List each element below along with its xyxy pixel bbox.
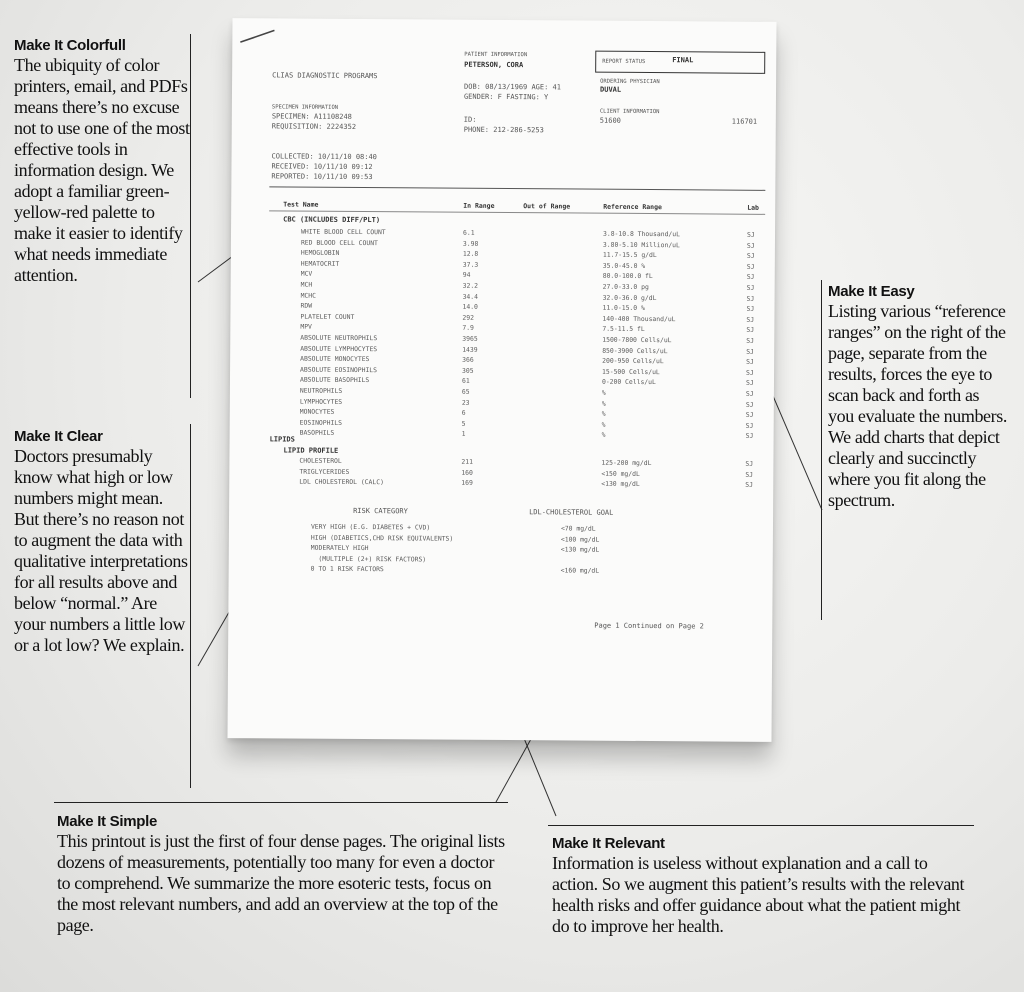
column-out-of-range: Out of Range — [523, 202, 571, 211]
cbc-result-cell: LYMPHOCYTES — [299, 397, 343, 406]
cbc-result-cell: 12.8 — [462, 249, 479, 259]
cbc-result-cell: 5 — [461, 419, 466, 428]
cbc-result-cell: MONOCYTES — [299, 407, 335, 416]
lipid-result-cell: TRIGLYCERIDES — [299, 467, 350, 476]
collected-time: COLLECTED: 10/11/10 08:40 — [271, 152, 377, 162]
cbc-result-cell: 7.5-11.5 fL — [602, 325, 645, 334]
cbc-result-cell: 65 — [461, 387, 470, 396]
cbc-result-cell: RDW — [300, 301, 313, 310]
lipid-result-cell: <130 mg/dL — [601, 479, 640, 489]
received-time: RECEIVED: 10/11/10 09:12 — [271, 162, 373, 172]
annotation-simple — [57, 813, 509, 936]
specimen-info-label: SPECIMEN INFORMATION — [271, 104, 339, 111]
cbc-result-cell: WHITE BLOOD CELL COUNT — [301, 227, 386, 237]
cbc-result-cell: SJ — [745, 400, 754, 409]
cbc-result-cell: SJ — [746, 273, 755, 282]
cbc-result-cell: SJ — [746, 283, 755, 292]
annotation-clear-title: Make It Clear — [14, 428, 103, 445]
cbc-result-cell: EOSINOPHILS — [299, 418, 343, 427]
specimen-number: SPECIMEN: A11108248 — [271, 112, 352, 121]
cbc-result-cell: 200-950 Cells/uL — [602, 356, 664, 366]
report-status-label: REPORT STATUS — [602, 58, 646, 65]
risk-category-cell: VERY HIGH (E.G. DIABETES + CVD) — [310, 522, 431, 532]
cbc-result-cell: SJ — [746, 347, 754, 356]
column-lab: Lab — [747, 203, 759, 212]
cbc-result-cell: 32.2 — [462, 281, 479, 290]
annotation-easy — [828, 283, 1008, 511]
lipid-result-cell: 211 — [461, 457, 474, 466]
cbc-result-cell: 14.0 — [462, 302, 478, 311]
cbc-result-cell: SJ — [746, 304, 755, 313]
cbc-result-cell: SJ — [745, 379, 754, 388]
cbc-result-cell: SJ — [746, 315, 755, 324]
cbc-result-cell: ABSOLUTE EOSINOPHILS — [300, 365, 378, 374]
ldl-goal-header: LDL-CHOLESTEROL GOAL — [529, 508, 614, 517]
cbc-result-cell: SJ — [746, 241, 755, 250]
cbc-result-cell: PLATELET COUNT — [300, 312, 355, 321]
annotation-easy-body: Listing various “reference ranges” on the right of the page, separate from the results, forces the eye to scan back and forth as you evaluate the numbers. We add charts that depict clearly and succinctly where you fit along the spectrum. — [828, 301, 1007, 510]
patient-id: ID: — [463, 115, 477, 124]
lipid-result-cell: 169 — [461, 478, 473, 487]
cbc-result-cell: 32.0-36.0 g/dL — [602, 293, 657, 302]
cbc-result-cell: MCV — [300, 269, 313, 279]
annotation-easy-rule — [821, 280, 822, 620]
cbc-result-cell: 3.98 — [462, 239, 479, 248]
cbc-result-cell: % — [601, 430, 606, 440]
pen-mark — [234, 20, 284, 50]
annotation-relevant — [552, 835, 972, 937]
cbc-result-cell: SJ — [746, 262, 755, 271]
cbc-result-cell: 1439 — [462, 345, 478, 354]
cbc-result-cell: 61 — [461, 377, 470, 386]
lab-report-printout — [227, 18, 776, 742]
patient-info-label: PATIENT INFORMATION — [464, 51, 528, 59]
annotation-clear — [14, 428, 190, 656]
cbc-result-cell: SJ — [746, 336, 755, 345]
page-footer: Page 1 Continued on Page 2 — [594, 621, 704, 631]
annotation-relevant-title: Make It Relevant — [552, 835, 665, 852]
risk-category-cell: (MULTIPLE (2+) RISK FACTORS) — [310, 554, 427, 564]
annotation-colorfull — [14, 37, 190, 286]
reported-time: REPORTED: 10/11/10 09:53 — [271, 172, 373, 182]
risk-category-cell: <130 mg/dL — [560, 545, 600, 554]
cbc-result-cell: 3965 — [462, 334, 478, 343]
report-status: FINAL — [672, 56, 694, 65]
risk-category-header: RISK CATEGORY — [353, 506, 408, 516]
cbc-result-cell: 34.4 — [462, 292, 479, 301]
cbc-result-cell: 27.0-33.0 pg — [602, 282, 649, 291]
lipid-result-cell: SJ — [745, 470, 754, 479]
cbc-result-cell: 3.80-5.10 Million/uL — [602, 240, 680, 249]
cbc-result-cell: 80.0-100.0 fL — [602, 272, 653, 281]
client-id: 51600 — [599, 116, 621, 125]
header-rule — [269, 186, 765, 190]
cbc-result-cell: SJ — [745, 421, 754, 430]
column-in-range: In Range — [463, 201, 495, 210]
cbc-result-cell: SJ — [745, 410, 754, 419]
cbc-result-cell: ABSOLUTE NEUTROPHILS — [300, 333, 378, 343]
lab-name: CLIAS DIAGNOSTIC PROGRAMS — [272, 71, 378, 81]
cbc-result-cell: 7.9 — [462, 324, 474, 333]
cbc-result-cell: 3.8-10.8 Thousand/uL — [602, 229, 681, 239]
cbc-result-cell: SJ — [746, 294, 755, 303]
annotation-easy-title: Make It Easy — [828, 283, 915, 300]
cbc-result-cell: SJ — [746, 230, 755, 239]
cbc-result-cell: 1500-7800 Cells/uL — [602, 335, 672, 345]
cbc-result-cell: 15-500 Cells/uL — [602, 367, 660, 376]
cbc-result-cell: 35.0-45.0 % — [602, 261, 646, 270]
cbc-result-cell: % — [601, 420, 606, 429]
cbc-result-cell: SJ — [746, 357, 754, 366]
annotation-relevant-rule — [548, 825, 974, 826]
patient-gender: GENDER: F FASTING: Y — [463, 92, 549, 102]
cbc-result-cell: MPV — [300, 322, 312, 332]
column-reference-range: Reference Range — [603, 202, 662, 212]
ordering-physician-label: ORDERING PHYSICIAN — [600, 78, 660, 86]
cbc-result-cell: 292 — [462, 313, 475, 322]
lipid-result-cell: 125-200 mg/dL — [601, 458, 652, 468]
lipids-section-title: LIPIDS — [269, 435, 295, 444]
cbc-result-cell: HEMOGLOBIN — [300, 248, 340, 258]
cbc-result-cell: MCHC — [300, 291, 317, 300]
cbc-result-cell: 366 — [462, 355, 474, 364]
risk-category-cell: <100 mg/dL — [560, 535, 600, 544]
cbc-result-cell: 37.3 — [462, 260, 479, 269]
annotation-simple-title: Make It Simple — [57, 813, 158, 830]
lipid-result-cell: SJ — [745, 459, 754, 468]
cbc-result-cell: % — [601, 399, 606, 408]
cbc-result-cell: MCH — [300, 280, 313, 289]
lipid-result-cell: <150 mg/dL — [601, 469, 640, 478]
cbc-result-cell: ABSOLUTE LYMPHOCYTES — [300, 344, 378, 353]
cbc-result-cell: ABSOLUTE MONOCYTES — [300, 354, 370, 364]
requisition-number: REQUISITION: 2224352 — [271, 122, 357, 131]
cbc-result-cell: HEMATOCRIT — [300, 259, 340, 268]
cbc-result-cell: ABSOLUTE BASOPHILS — [299, 375, 370, 385]
cbc-result-cell: SJ — [746, 368, 754, 377]
cbc-result-cell: 23 — [461, 398, 470, 407]
lipid-result-cell: CHOLESTEROL — [299, 456, 342, 465]
cbc-result-cell: 6.1 — [462, 228, 475, 237]
account-number: 116701 — [731, 117, 758, 126]
cbc-result-cell: SJ — [745, 431, 754, 441]
cbc-result-cell: 140-400 Thousand/uL — [602, 314, 676, 323]
cbc-result-cell: RED BLOOD CELL COUNT — [300, 238, 378, 247]
annotation-colorfull-rule — [190, 34, 191, 398]
client-info-label: CLIENT INFORMATION — [599, 108, 660, 116]
cbc-result-cell: 11.0-15.0 % — [602, 303, 645, 313]
annotation-colorfull-body: The ubiquity of color printers, email, and PDFs means there’s no excuse not to use one of the most effective tools in information design. We adopt a familiar green-yellow-red palette to make it easier to identify what needs immediate attention. — [14, 55, 190, 285]
cbc-result-cell: NEUTROPHILS — [299, 386, 343, 395]
annotation-simple-rule — [54, 802, 508, 803]
cbc-result-cell: SJ — [746, 326, 755, 335]
patient-name: PETERSON, CORA — [464, 60, 524, 70]
cbc-result-cell: BASOPHILS — [299, 428, 335, 438]
risk-category-cell: 0 TO 1 RISK FACTORS — [310, 565, 384, 574]
cbc-section-title: CBC (INCLUDES DIFF/PLT) — [283, 215, 381, 225]
cbc-result-cell: % — [601, 409, 606, 418]
column-test-name: Test Name — [283, 200, 319, 209]
patient-phone: PHONE: 212-286-5253 — [463, 125, 544, 135]
risk-category-cell: <160 mg/dL — [560, 566, 600, 576]
cbc-result-cell: 94 — [462, 271, 471, 280]
lipid-result-cell: 160 — [461, 468, 473, 477]
cbc-result-cell: % — [601, 388, 606, 397]
risk-category-cell: HIGH (DIABETICS,CHD RISK EQUIVALENTS) — [310, 533, 454, 543]
cbc-result-cell: SJ — [746, 251, 755, 260]
cbc-result-cell: 11.7-15.5 g/dL — [602, 250, 657, 260]
annotation-colorfull-title: Make It Colorfull — [14, 37, 126, 54]
cbc-result-cell: 850-3900 Cells/uL — [602, 346, 668, 355]
annotation-clear-body: Doctors presumably know what high or low numbers might mean. But there’s no reason not to augment the data with qualitative interpretations for all results above and below “normal.” Are your numbers a little low or a lot low? We explain. — [14, 446, 188, 655]
annotation-simple-body: This printout is just the first of four dense pages. The original lists dozens of measurements, potentially too many for even a doctor to comprehend. We summarize the more esoteric tests, focus on the most relevant numbers, and add an overview at the top of the page. — [57, 831, 505, 935]
cbc-results — [299, 227, 755, 441]
cbc-result-cell: 1 — [461, 430, 466, 439]
cbc-result-cell: 305 — [462, 366, 474, 375]
lipid-result-cell: SJ — [745, 480, 754, 489]
risk-category-cell: <70 mg/dL — [560, 524, 596, 533]
annotation-clear-rule — [190, 424, 191, 788]
risk-category-cell: MODERATELY HIGH — [310, 543, 369, 553]
lipid-result-cell: LDL CHOLESTEROL (CALC) — [299, 477, 384, 487]
annotation-relevant-body: Information is useless without explanation and a call to action. So we augment this patient’s results with the relevant health risks and offer guidance about what the patient might do to improve her health. — [552, 853, 965, 936]
ordering-physician: DUVAL — [600, 85, 622, 94]
cbc-result-cell: 6 — [461, 408, 466, 417]
cbc-result-cell: 0-200 Cells/uL — [601, 378, 656, 387]
patient-dob: DOB: 08/13/1969 AGE: 41 — [464, 82, 562, 92]
lipid-profile-title: LIPID PROFILE — [283, 446, 339, 455]
cbc-result-cell: SJ — [745, 389, 754, 398]
